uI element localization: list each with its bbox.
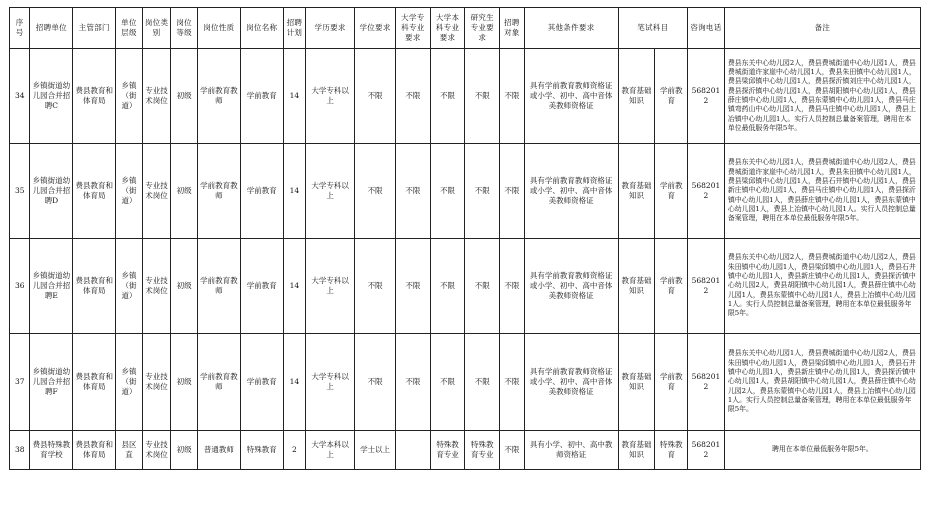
- cell-remark: 聘用在本单位最低服务年限5年。: [724, 431, 920, 470]
- cell-education: 大学专科以上: [306, 239, 355, 334]
- table-row: [10, 49, 921, 144]
- cell-post-nature: 学前教育教师: [197, 49, 240, 144]
- cell-post-name: 学前教育: [240, 144, 283, 239]
- header-row: [10, 8, 921, 49]
- cell-post-grade: 初级: [171, 239, 198, 334]
- cell-unit: 费县特殊教育学校: [30, 431, 73, 470]
- cell-phone: 5682012: [688, 334, 725, 431]
- cell-exam-2: 学前教育: [655, 334, 688, 431]
- cell-post-type: 专业技术岗位: [142, 49, 171, 144]
- header-post-name: 岗位名称: [240, 8, 283, 49]
- cell-bachelor-major: 特殊教育专业: [430, 431, 465, 470]
- cell-degree: 学士以上: [355, 431, 396, 470]
- recruitment-table: [9, 7, 921, 470]
- table-row: [10, 334, 921, 431]
- header-target: 招聘对象: [500, 8, 525, 49]
- cell-target: 不限: [500, 144, 525, 239]
- header-no: 序号: [10, 8, 30, 49]
- cell-no: 36: [10, 239, 30, 334]
- header-level: 单位层级: [116, 8, 143, 49]
- cell-grad-major: 不限: [465, 239, 500, 334]
- header-education: 学历要求: [306, 8, 355, 49]
- cell-no: 38: [10, 431, 30, 470]
- cell-post-name: 特殊教育: [240, 431, 283, 470]
- cell-level: 乡镇（街道）: [116, 49, 143, 144]
- cell-post-nature: 普通教师: [197, 431, 240, 470]
- cell-post-grade: 初级: [171, 431, 198, 470]
- cell-target: 不限: [500, 49, 525, 144]
- cell-education: 大学专科以上: [306, 144, 355, 239]
- cell-target: 不限: [500, 431, 525, 470]
- cell-target: 不限: [500, 334, 525, 431]
- cell-bachelor-major: 不限: [430, 49, 465, 144]
- cell-other: 具有学前教育教师资格证或小学、初中、高中音体美教师资格证: [524, 334, 618, 431]
- cell-unit: 乡镇街道幼儿园合并招聘D: [30, 144, 73, 239]
- cell-post-grade: 初级: [171, 144, 198, 239]
- cell-grad-major: 不限: [465, 334, 500, 431]
- cell-unit: 乡镇街道幼儿园合并招聘E: [30, 239, 73, 334]
- header-other: 其他条件要求: [524, 8, 618, 49]
- cell-post-name: 学前教育: [240, 49, 283, 144]
- header-exam: 笔试科目: [618, 8, 687, 49]
- cell-level: 乡镇（街道）: [116, 239, 143, 334]
- cell-exam-1: 教育基础知识: [618, 239, 655, 334]
- cell-remark: 费县东关中心幼儿园1人，费县费城街道中心幼儿园2人，费县朱田镇中心幼儿园1人，费县梁邱镇中心幼儿园1人，费县石井镇中心幼儿园1人，费县新庄镇中心幼儿园1人，费县探沂镇中心幼儿园1人，费县胡阳镇中心幼儿园1人，费县薛庄镇中心幼儿园2人，费县东蒙镇中心幼儿园1人，费县上冶镇中心幼儿园1人。实行人员控制总量备案管理，聘用在本单位最低服务年限5年。: [724, 334, 920, 431]
- cell-college-major: 不限: [395, 144, 430, 239]
- cell-education: 大学专科以上: [306, 334, 355, 431]
- cell-exam-2: 特殊教育: [655, 431, 688, 470]
- cell-level: 县区直: [116, 431, 143, 470]
- header-unit: 招聘单位: [30, 8, 73, 49]
- header-bachelor-major: 大学本科专业要求: [430, 8, 465, 49]
- cell-college-major: 不限: [395, 239, 430, 334]
- cell-exam-1: 教育基础知识: [618, 334, 655, 431]
- cell-no: 34: [10, 49, 30, 144]
- header-remark: 备注: [724, 8, 920, 49]
- header-college-major: 大学专科专业要求: [395, 8, 430, 49]
- cell-bachelor-major: 不限: [430, 334, 465, 431]
- header-post-nature: 岗位性质: [197, 8, 240, 49]
- cell-bachelor-major: 不限: [430, 144, 465, 239]
- cell-post-type: 专业技术岗位: [142, 334, 171, 431]
- cell-level: 乡镇（街道）: [116, 334, 143, 431]
- cell-dept: 费县教育和体育局: [73, 431, 116, 470]
- cell-grad-major: 特殊教育专业: [465, 431, 500, 470]
- cell-post-nature: 学前教育教师: [197, 334, 240, 431]
- cell-exam-1: 教育基础知识: [618, 49, 655, 144]
- cell-phone: 5682012: [688, 49, 725, 144]
- header-grad-major: 研究生专业要求: [465, 8, 500, 49]
- cell-degree: 不限: [355, 144, 396, 239]
- cell-no: 37: [10, 334, 30, 431]
- cell-post-grade: 初级: [171, 49, 198, 144]
- cell-exam-1: 教育基础知识: [618, 431, 655, 470]
- cell-dept: 费县教育和体育局: [73, 49, 116, 144]
- cell-post-name: 学前教育: [240, 334, 283, 431]
- cell-other: 具有小学、初中、高中教师资格证: [524, 431, 618, 470]
- header-phone: 咨询电话: [688, 8, 725, 49]
- cell-level: 乡镇（街道）: [116, 144, 143, 239]
- table-row: [10, 239, 921, 334]
- header-post-grade: 岗位等级: [171, 8, 198, 49]
- cell-post-type: 专业技术岗位: [142, 144, 171, 239]
- cell-target: 不限: [500, 239, 525, 334]
- cell-post-nature: 学前教育教师: [197, 239, 240, 334]
- cell-plan: 14: [283, 144, 305, 239]
- cell-plan: 2: [283, 431, 305, 470]
- cell-dept: 费县教育和体育局: [73, 334, 116, 431]
- cell-post-type: 专业技术岗位: [142, 239, 171, 334]
- cell-other: 具有学前教育教师资格证或小学、初中、高中音体美教师资格证: [524, 239, 618, 334]
- cell-exam-1: 教育基础知识: [618, 144, 655, 239]
- cell-unit: 乡镇街道幼儿园合并招聘F: [30, 334, 73, 431]
- cell-post-grade: 初级: [171, 334, 198, 431]
- cell-exam-2: 学前教育: [655, 49, 688, 144]
- header-degree: 学位要求: [355, 8, 396, 49]
- cell-college-major: [395, 431, 430, 470]
- cell-education: 大学本科以上: [306, 431, 355, 470]
- cell-plan: 14: [283, 49, 305, 144]
- cell-plan: 14: [283, 334, 305, 431]
- cell-remark: 费县东关中心幼儿园2人，费县费城街道中心幼儿园2人，费县朱田镇中心幼儿园1人，费县梁邱镇中心幼儿园1人，费县石井镇中心幼儿园1人，费县新庄镇中心幼儿园1人，费县探沂镇中心幼儿园2人，费县胡阳镇中心幼儿园1人，费县薛庄镇中心幼儿园1人，费县东蒙镇中心幼儿园1人，费县上冶镇中心幼儿园1人。实行人员控制总量备案管理，聘用在本单位最低服务年限5年。: [724, 239, 920, 334]
- cell-phone: 5682012: [688, 239, 725, 334]
- cell-degree: 不限: [355, 49, 396, 144]
- cell-grad-major: 不限: [465, 144, 500, 239]
- cell-exam-2: 学前教育: [655, 239, 688, 334]
- cell-degree: 不限: [355, 334, 396, 431]
- cell-remark: 费县东关中心幼儿园1人，费县费城街道中心幼儿园2人，费县费城街道许家崖中心幼儿园1人，费县朱田镇中心幼儿园1人，费县梁邱镇中心幼儿园1人，费县石井镇中心幼儿园1人，费县新庄镇中心幼儿园1人，费县马庄镇中心幼儿园1人，费县探沂镇中心幼儿园1人，费县薛庄镇中心幼儿园1人，费县东蒙镇中心幼儿园1人，费县上冶镇中心幼儿园1人。实行人员控制总量备案管理，聘用在本单位最低服务年限5年。: [724, 144, 920, 239]
- cell-phone: 5682012: [688, 144, 725, 239]
- cell-unit: 乡镇街道幼儿园合并招聘C: [30, 49, 73, 144]
- cell-plan: 14: [283, 239, 305, 334]
- header-dept: 主管部门: [73, 8, 116, 49]
- cell-dept: 费县教育和体育局: [73, 144, 116, 239]
- cell-exam-2: 学前教育: [655, 144, 688, 239]
- cell-post-type: 专业技术岗位: [142, 431, 171, 470]
- cell-college-major: 不限: [395, 334, 430, 431]
- cell-post-name: 学前教育: [240, 239, 283, 334]
- header-plan: 招聘计划: [283, 8, 305, 49]
- cell-phone: 5682012: [688, 431, 725, 470]
- cell-remark: 费县东关中心幼儿园2人，费县费城街道中心幼儿园1人，费县费城街道许家崖中心幼儿园1人，费县朱田镇中心幼儿园1人，费县梁邱镇中心幼儿园1人，费县探沂镇刘庄中心幼儿园1人，费县探沂镇中心幼儿园1人，费县胡阳镇中心幼儿园1人，费县薛庄镇中心幼儿园1人，费县东蒙镇中心幼儿园1人，费县马庄镇弯药山中心幼儿园1人，费县马庄镇中心幼儿园1人，费县上冶镇中心幼儿园1人。实行人员控制总量备案管理，聘用在本单位最低服务年限5年。: [724, 49, 920, 144]
- cell-other: 具有学前教育教师资格证或小学、初中、高中音体美教师资格证: [524, 49, 618, 144]
- header-post-type: 岗位类别: [142, 8, 171, 49]
- cell-degree: 不限: [355, 239, 396, 334]
- cell-no: 35: [10, 144, 30, 239]
- cell-dept: 费县教育和体育局: [73, 239, 116, 334]
- cell-bachelor-major: 不限: [430, 239, 465, 334]
- table-row: [10, 431, 921, 470]
- cell-education: 大学专科以上: [306, 49, 355, 144]
- cell-college-major: 不限: [395, 49, 430, 144]
- table-row: [10, 144, 921, 239]
- cell-other: 具有学前教育教师资格证或小学、初中、高中音体美教师资格证: [524, 144, 618, 239]
- cell-post-nature: 学前教育教师: [197, 144, 240, 239]
- cell-grad-major: 不限: [465, 49, 500, 144]
